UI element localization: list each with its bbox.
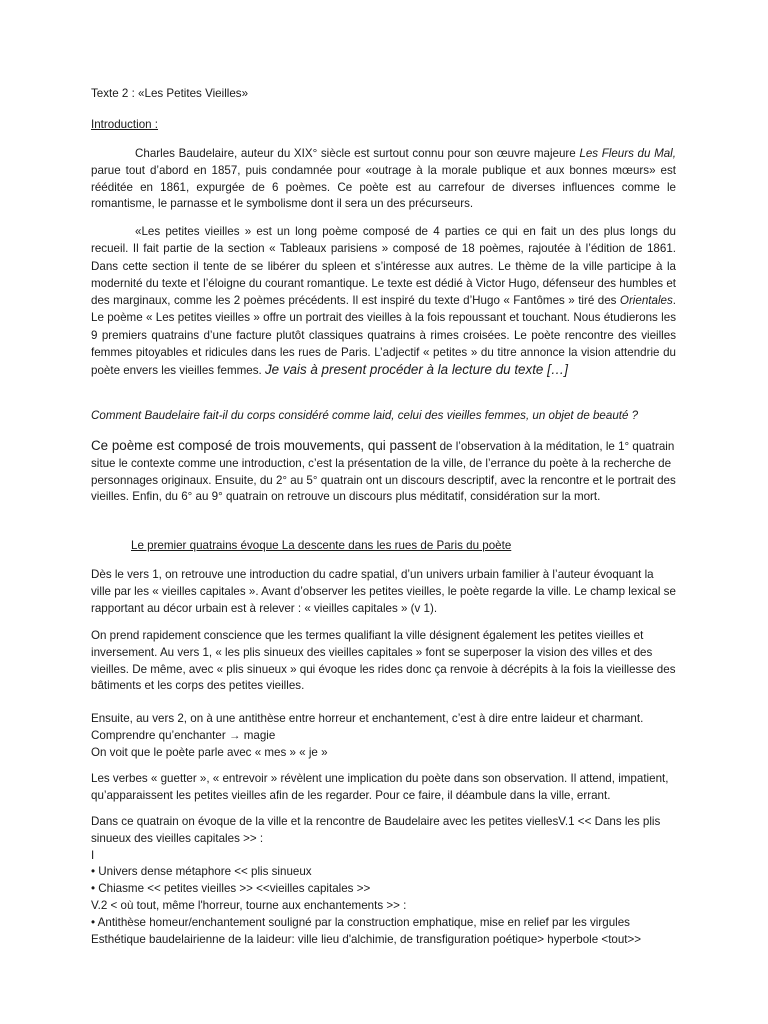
quatrain-notes	[91, 814, 676, 948]
paragraph-verbes: Les verbes « guetter », « entrevoir » révèlent une implication du poète dans son observation. Il attend, impatient, qu’apparaissent les petites vieilles afin de les regarder. Pour ce faire, il déambule dans la ville, errant.	[91, 772, 669, 802]
movements-paragraph	[91, 438, 676, 506]
problematic-question: Comment Baudelaire fait-il du corps considéré comme laid, celui des vieilles femmes, un objet de beauté ?	[91, 409, 639, 422]
paragraph-vers-2	[91, 711, 676, 761]
p2-text-before: «Les petites vieilles » est un long poème composé de 4 parties ce qui en fait un des plus longs du recueil. Il fait partie de la section « Tableaux parisiens » composé de 18 poèmes, rajoutée à l’édition de 1861. Dans cette section il tente de se libérer du spleen et s’intéresse aux autres. Le thème de la ville participe à la modernité du texte et l’éloigne du courant romantique. Le texte est dédié à Victor Hugo, défenseur des humbles et des marginaux, comme les 2 poèmes précédents. Il est inspiré du texte d’Hugo « Fantômes » tiré des	[91, 225, 676, 308]
note-line-3: • Univers dense métaphore << plis sinueux	[91, 865, 312, 879]
section-heading: Le premier quatrains évoque La descente dans les rues de Paris du poète	[131, 539, 512, 552]
p6-line-1: Ensuite, au vers 2, on à une antithèse entre horreur et enchantement, c’est à dire entre laideur et charmant.	[91, 712, 644, 725]
note-line-6: • Antithèse homeur/enchantement souligné par la construction emphatique, mise en relief par les virgules	[91, 915, 630, 929]
note-line-1: Dans ce quatrain on évoque de la ville et la rencontre de Baudelaire avec les petites viellesV.1 << Dans les plis sinueux des vieilles capitales >> :	[91, 815, 661, 845]
p6-line-2: Comprendre qu’enchanter → magie	[91, 728, 276, 742]
p6-line-3: On voit que le poète parle avec « mes » « je »	[91, 745, 328, 759]
note-line-7: Esthétique baudelairienne de la laideur: ville lieu d'alchimie, de transfiguration poétique> hyperbole <tout>>	[91, 932, 642, 946]
note-line-5: V.2 < où tout, même l'horreur, tourne aux enchantements >> :	[91, 898, 407, 912]
p1-book-title: Les Fleurs du Mal,	[579, 147, 676, 160]
note-line-4: • Chiasme << petites vieilles >> <<vieilles capitales >>	[91, 882, 371, 896]
p1-text-before: Charles Baudelaire, auteur du XIX° siècle est surtout connu pour son œuvre majeure	[135, 147, 580, 160]
introduction-heading: Introduction :	[91, 118, 159, 131]
p2-reading-note: Je vais à present procéder à la lecture du texte […]	[264, 362, 568, 378]
p3-rest: de l’observation à la méditation, le 1° quatrain situe le contexte comme une introduction, c’est la présentation de la ville, de l’errance du poète à la recherche de personnages originaux. Ensuite, du 2° au 5° quatrain ont un discours descriptif, avec la rencontre et le portrait des vieilles. Enfin, du 6° au 9° quatrain on retrouve un discours plus méditatif, considération sur la mort.	[91, 440, 676, 504]
document-title: Texte 2 : «Les Petites Vieilles»	[91, 87, 249, 100]
p2-orientales: Orientales	[619, 294, 673, 308]
p1-text-after: parue tout d’abord en 1857, puis condamnée pour «outrage à la morale publique et aux bonnes mœurs» est rééditée en 1861, expurgée de 6 poèmes. Ce poète est au carrefour de diverses influences comme le romantisme, le parnasse et le symbolisme dont il sera un des précurseurs.	[91, 163, 676, 211]
p2-text-after: . Le poème « Les petites vieilles » offre un portrait des vieilles à la fois repoussant et touchant. Nous étudierons les 9 premiers quatrains d’une facture plutôt classiques quatrains à rimes croisées. Le poète rencontre des vieilles femmes pitoyables et ridicules dans les rues de Paris. L’adjectif « petites » du titre annonce la vision attendrie du poète envers les vieilles femmes.	[91, 294, 676, 378]
note-line-2: I	[91, 848, 95, 862]
paragraph-superposition: On prend rapidement conscience que les termes qualifiant la ville désignent également les petites vieilles et inversement. Au vers 1, « les plis sinueux des vieilles capitales » font se superposer la vision des villes et des vieilles. De même, avec « plis sinueux » qui évoque les rides donc ça renvoie à décrépits à la fois la vieillesse des bâtiments et les corps des petites vieilles.	[91, 629, 676, 693]
intro-paragraph-1	[91, 146, 676, 213]
intro-paragraph-2	[91, 223, 676, 380]
paragraph-vers-1: Dès le vers 1, on retrouve une introduction du cadre spatial, d’un univers urbain familier à l’auteur évoquant la ville par les « vieilles capitales ». Avant d’observer les petites vieilles, le poète regarde la ville. Le champ lexical se rapportant au décor urbain est à relever : « vieilles capitales » (v 1).	[91, 568, 676, 615]
p3-lead: Ce poème est composé de trois mouvements, qui passent	[91, 438, 437, 453]
